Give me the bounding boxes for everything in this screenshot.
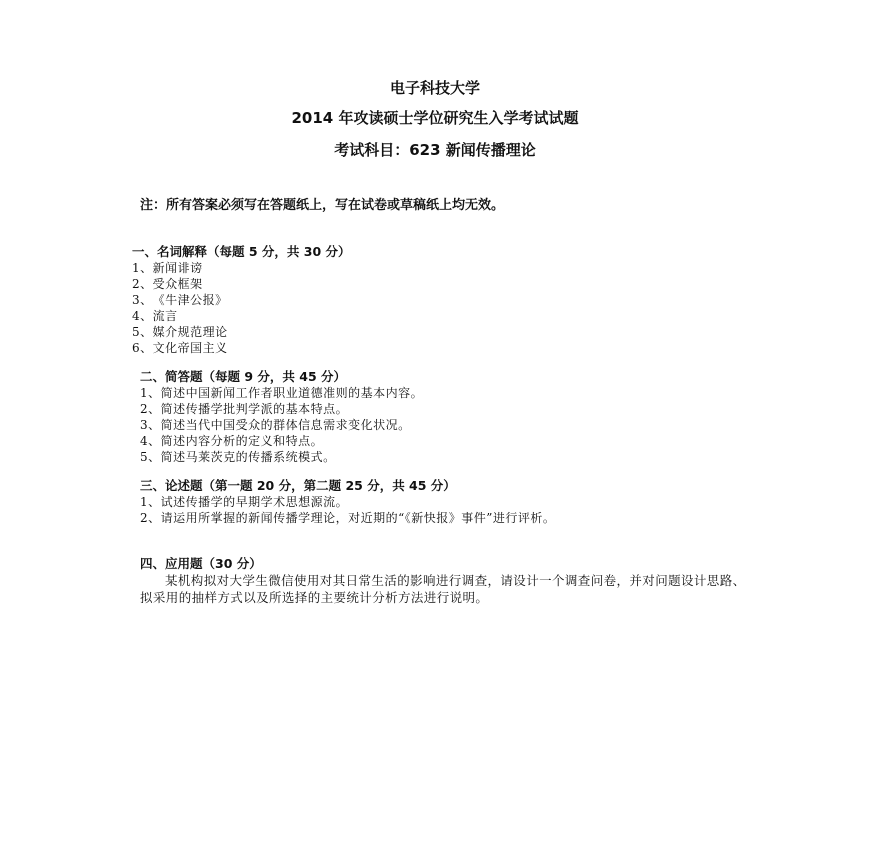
exam-subject: 考试科目：623 新闻传播理论 xyxy=(334,141,536,159)
university-name: 电子科技大学 xyxy=(389,79,480,97)
question-list xyxy=(140,385,423,465)
question-number: 1、 xyxy=(140,386,161,400)
answer-instruction-note: 注：所有答案必须写在答题纸上，写在试卷或草稿纸上均无效。 xyxy=(140,198,505,213)
question-item xyxy=(140,494,555,510)
question-item xyxy=(140,449,423,465)
section-term-definitions xyxy=(132,244,351,356)
question-number: 4、 xyxy=(140,434,161,448)
question-item xyxy=(140,417,423,433)
section-short-answer xyxy=(140,369,423,465)
question-number: 5、 xyxy=(132,325,153,339)
question-text: 受众框架 xyxy=(152,277,203,291)
question-text: 《牛津公报》 xyxy=(152,293,228,307)
question-list xyxy=(140,494,555,526)
question-text: 简述当代中国受众的群体信息需求变化状况。 xyxy=(160,418,411,432)
exam-title: 2014 年攻读硕士学位研究生入学考试试题 xyxy=(291,109,579,127)
question-number: 1、 xyxy=(132,261,153,275)
section-essay xyxy=(140,478,555,526)
question-item xyxy=(140,401,423,417)
section-title: 二、简答题（每题 9 分，共 45 分） xyxy=(140,369,347,384)
question-item xyxy=(132,324,351,340)
question-text: 流言 xyxy=(152,309,178,323)
question-number: 2、 xyxy=(140,511,161,525)
question-item xyxy=(132,260,351,276)
question-number: 4、 xyxy=(132,309,153,323)
question-item xyxy=(140,510,555,526)
question-item xyxy=(132,340,351,356)
section-title: 一、名词解释（每题 5 分，共 30 分） xyxy=(132,244,351,259)
question-list xyxy=(132,260,351,356)
question-number: 2、 xyxy=(132,277,153,291)
question-item xyxy=(132,308,351,324)
question-item xyxy=(132,276,351,292)
question-number: 1、 xyxy=(140,495,161,509)
application-question-text: 某机构拟对大学生微信使用对其日常生活的影响进行调查，请设计一个调查问卷，并对问题设计思路、拟采用的抽样方式以及所选择的主要统计分析方法进行说明。 xyxy=(140,573,746,605)
section-title: 三、论述题（第一题 20 分，第二题 25 分，共 45 分） xyxy=(140,478,456,493)
section-title: 四、应用题（30 分） xyxy=(140,556,262,571)
question-number: 6、 xyxy=(132,341,153,355)
question-text: 试述传播学的早期学术思想源流。 xyxy=(160,495,349,509)
question-item xyxy=(140,385,423,401)
question-text: 新闻诽谤 xyxy=(152,261,203,275)
question-number: 2、 xyxy=(140,402,161,416)
question-number: 3、 xyxy=(132,293,153,307)
question-text: 简述马莱茨克的传播系统模式。 xyxy=(160,450,336,464)
question-item xyxy=(132,292,351,308)
question-text: 媒介规范理论 xyxy=(152,325,228,339)
question-number: 3、 xyxy=(140,418,161,432)
question-text: 简述传播学批判学派的基本特点。 xyxy=(160,402,349,416)
question-text: 文化帝国主义 xyxy=(152,341,228,355)
question-text: 请运用所掌握的新闻传播学理论，对近期的“《新快报》事件”进行评析。 xyxy=(160,511,556,525)
section-application xyxy=(140,556,752,606)
question-text: 简述中国新闻工作者职业道德准则的基本内容。 xyxy=(160,386,424,400)
question-text: 简述内容分析的定义和特点。 xyxy=(160,434,324,448)
question-item xyxy=(140,433,423,449)
question-number: 5、 xyxy=(140,450,161,464)
